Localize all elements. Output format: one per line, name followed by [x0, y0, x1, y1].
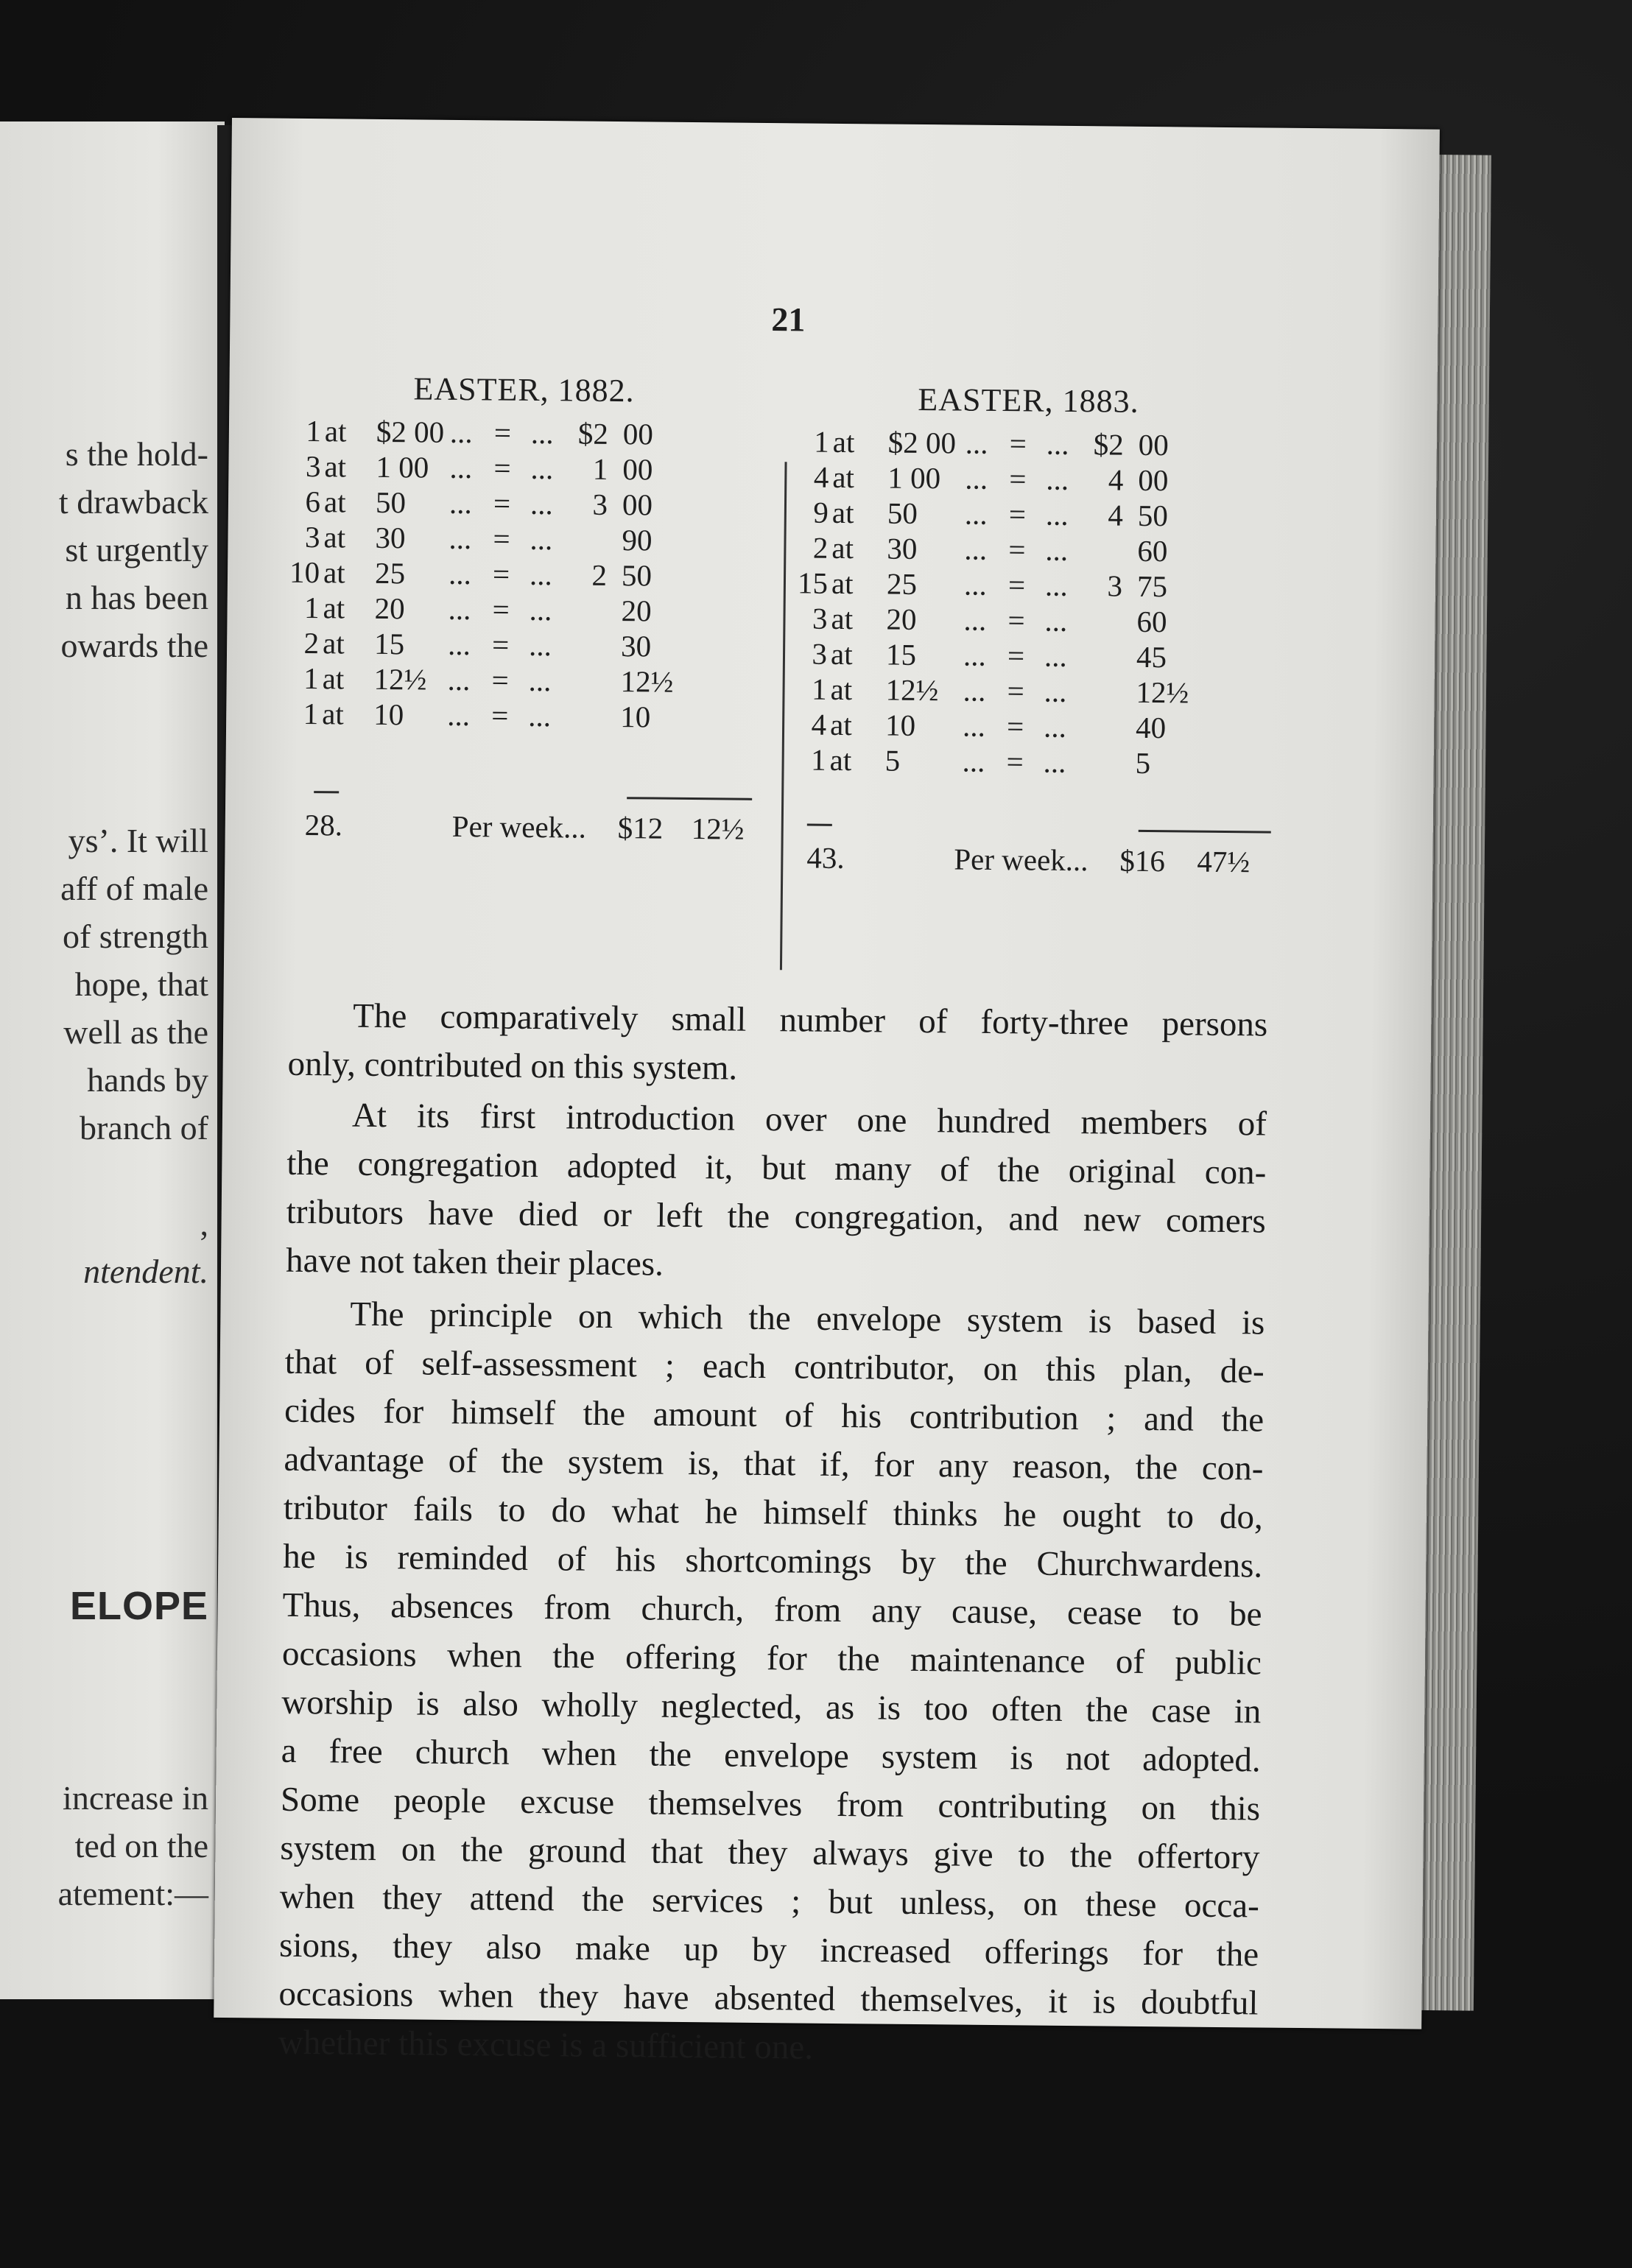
paragraph-line: when they attend the services ; but unless, on these occa-	[279, 1877, 1260, 1926]
equals-sign: =	[491, 698, 509, 733]
count-cell: 3	[304, 519, 320, 554]
left-page-line: atement:—	[57, 1875, 208, 1912]
dots-label: ...	[447, 662, 471, 697]
dots-label: ...	[964, 532, 988, 566]
dots-label: ...	[448, 591, 471, 627]
at-label: at	[831, 566, 854, 601]
at-label: at	[831, 601, 854, 636]
rate-cell: 15	[373, 626, 405, 661]
count-cell: 4	[811, 707, 827, 742]
dots-label: ...	[1043, 744, 1066, 779]
dots-label: ...	[448, 556, 472, 591]
paragraph-line: system on the ground that they always give to the offertory	[280, 1828, 1260, 1877]
cents-cell: 20	[621, 594, 652, 628]
dots-label: ...	[963, 567, 987, 602]
equals-sign: =	[1007, 674, 1024, 708]
equals-sign: =	[1007, 603, 1025, 638]
dots-label: ...	[965, 426, 988, 460]
equals-sign: =	[491, 663, 510, 697]
dollars-cell: 2	[591, 557, 608, 592]
at-label: at	[831, 495, 854, 530]
paragraph	[278, 1289, 1265, 2077]
at-label: at	[324, 414, 347, 448]
paragraph-line: only, contributed on this system.	[287, 1044, 738, 1088]
table-heading-1882: EASTER, 1882.	[413, 370, 635, 409]
dots-label: ...	[530, 415, 554, 451]
at-label: at	[832, 459, 855, 495]
dollars-cell: 1	[592, 451, 608, 486]
dots-label: ...	[528, 627, 552, 663]
rate-cell: $2 00	[887, 425, 957, 460]
left-page-line: st urgently	[65, 531, 208, 568]
paragraph-line: occasions when the offering for the maintenance of public	[281, 1634, 1262, 1683]
total-dollars: $16	[1119, 843, 1166, 878]
rate-cell: 25	[374, 555, 406, 591]
dots-label: ...	[1044, 674, 1067, 708]
count-cell: 1	[303, 590, 320, 625]
at-label: at	[831, 530, 854, 566]
rate-cell: 30	[887, 531, 918, 566]
equals-sign: =	[1007, 568, 1026, 602]
total-label: Per week...	[451, 809, 587, 845]
rate-cell: 30	[375, 520, 406, 555]
paragraph-line: The principle on which the envelope system is based is	[350, 1295, 1265, 1342]
dollars-cell	[561, 698, 605, 699]
at-label: at	[830, 636, 853, 672]
equals-sign: =	[491, 627, 510, 662]
dollars-cell: $2	[1093, 427, 1125, 462]
count-cell: 4	[813, 459, 829, 494]
left-page-line: branch of	[80, 1109, 208, 1147]
count-cell: 6	[305, 484, 321, 519]
count-cell: 9	[813, 495, 829, 529]
dollars-cell: 4	[1108, 462, 1124, 497]
paragraph-line: advantage of the system is, that if, for any reason, the con-	[284, 1440, 1264, 1488]
paragraph-line: have not taken their places.	[285, 1241, 664, 1283]
equals-sign: =	[493, 451, 511, 485]
count-cell: 3	[812, 636, 828, 671]
count-cell: 2	[812, 530, 829, 565]
dots-label: ...	[1045, 532, 1069, 567]
dots-label: ...	[1046, 462, 1069, 496]
dots-label: ...	[1044, 568, 1068, 602]
dots-label: ...	[529, 557, 553, 592]
paragraph-line: the congregation adopted it, but many of the original con-	[286, 1144, 1267, 1192]
paragraph-line: whether this excuse is a sufficient one.	[278, 2023, 814, 2067]
paragraph-line: tributors have died or left the congregation, and new comers	[286, 1192, 1266, 1241]
rate-cell: 20	[374, 591, 405, 626]
dollars-cell	[1077, 709, 1121, 710]
dots-label: ...	[528, 663, 552, 698]
rate-cell: 1 00	[887, 460, 941, 496]
cents-cell: 75	[1136, 568, 1168, 604]
cents-cell: 90	[622, 523, 653, 557]
dots-label: ...	[530, 521, 553, 557]
rate-cell: 5	[884, 743, 901, 778]
dots-label: ...	[1044, 603, 1068, 638]
rate-cell: 10	[884, 708, 916, 742]
paragraph	[286, 1091, 1267, 1295]
at-label: at	[324, 449, 347, 484]
paragraph-line: cides for himself the amount of his contribution ; and the	[284, 1391, 1265, 1440]
at-label: at	[322, 661, 345, 696]
rate-cell: 50	[375, 485, 407, 520]
count-cell: 3	[812, 601, 828, 635]
dollars-cell: 3	[1107, 568, 1123, 603]
left-page-line: ted on the	[74, 1827, 208, 1864]
left-page-line: ,	[200, 1205, 208, 1242]
dots-label: ...	[962, 744, 985, 778]
dollars-cell	[1077, 638, 1122, 639]
cents-cell: 12½	[1136, 675, 1189, 710]
paragraph	[287, 991, 1267, 1098]
equals-sign: =	[493, 486, 511, 521]
dots-label: ...	[449, 521, 472, 556]
cents-cell: 60	[1136, 604, 1167, 639]
table-heading-1883: EASTER, 1883.	[918, 381, 1139, 420]
at-label: at	[832, 424, 855, 459]
cents-cell: 40	[1135, 710, 1167, 745]
at-label: at	[830, 672, 853, 707]
left-page-line: n has been	[65, 579, 208, 616]
dots-label: ...	[528, 698, 552, 733]
rate-cell: 25	[886, 566, 918, 601]
dollars-cell: $2	[577, 416, 609, 451]
dots-label: ...	[449, 415, 473, 450]
count-cell: 2	[303, 625, 320, 661]
left-page-line: aff of male	[60, 870, 208, 907]
equals-sign: =	[492, 592, 510, 627]
cents-cell: 12½	[620, 664, 674, 699]
at-label: at	[322, 697, 345, 731]
rate-cell: 10	[373, 697, 404, 732]
equals-sign: =	[1007, 638, 1025, 673]
cents-cell: 00	[1138, 427, 1170, 462]
equals-sign: =	[1009, 462, 1027, 496]
dots-label: ...	[963, 602, 987, 637]
dollars-cell: 4	[1108, 498, 1124, 532]
dots-label: ...	[529, 592, 552, 627]
paragraph-line: Some people excuse themselves from contributing on this	[280, 1780, 1261, 1828]
dots-label: ...	[964, 496, 988, 531]
cents-cell: 00	[622, 487, 653, 522]
left-page-line: t drawback	[58, 483, 208, 521]
cents-cell: 00	[622, 417, 654, 451]
rate-cell: 12½	[885, 672, 939, 708]
dots-label: ...	[1043, 709, 1067, 744]
total-cents: 47½	[1197, 844, 1251, 879]
at-label: at	[323, 555, 345, 590]
dots-label: ...	[963, 673, 986, 708]
equals-sign: =	[493, 521, 510, 556]
total-persons: 43.	[806, 840, 845, 876]
rate-cell: 12½	[373, 661, 427, 697]
left-page-line: well as the	[63, 1013, 208, 1051]
paragraph-line: At its first introduction over one hundred members of	[351, 1096, 1267, 1144]
paragraph-line: Thus, absences from church, from any cause, cease to be	[282, 1585, 1262, 1634]
count-dash	[807, 824, 832, 826]
total-dollars: $12	[617, 811, 664, 845]
paragraph-line: tributor fails to do what he himself thinks he ought to do,	[283, 1488, 1264, 1537]
paragraph-line: he is reminded of his shortcomings by the Churchwardens.	[282, 1537, 1263, 1585]
count-cell: 1	[811, 672, 827, 706]
left-page-line: of strength	[62, 918, 208, 955]
equals-sign: =	[1006, 744, 1024, 779]
cents-cell: 10	[619, 700, 651, 734]
equals-sign: =	[1008, 497, 1027, 532]
equals-sign: =	[1009, 426, 1027, 461]
equals-sign: =	[1008, 532, 1026, 567]
dollars-cell: 3	[592, 487, 608, 521]
cents-cell: 00	[622, 452, 653, 487]
rate-cell: 15	[885, 637, 917, 672]
dots-label: ...	[449, 485, 472, 521]
paragraph-line: that of self-assessment ; each contributor, on this plan, de-	[284, 1342, 1265, 1391]
right-page	[214, 118, 1440, 2067]
cents-cell: 50	[1137, 498, 1169, 533]
count-cell: 10	[289, 554, 320, 590]
total-persons: 28.	[304, 807, 343, 842]
total-cents: 12½	[691, 811, 745, 846]
page-number: 21	[771, 300, 806, 339]
dots-label: ...	[963, 638, 987, 672]
equals-sign: =	[493, 415, 512, 450]
count-dash	[314, 791, 339, 793]
dots-label: ...	[447, 627, 471, 662]
count-cell: 1	[303, 661, 319, 696]
dots-label: ...	[530, 486, 553, 521]
dollars-cell	[562, 627, 606, 628]
paragraph-line: sions, they also make up by increased offerings for the	[278, 1926, 1259, 1974]
rate-cell: 50	[887, 496, 918, 530]
count-cell: 1	[303, 696, 319, 731]
total-label: Per week...	[954, 842, 1088, 878]
equals-sign: =	[1006, 709, 1024, 744]
at-label: at	[829, 742, 852, 778]
cents-cell: 60	[1137, 533, 1168, 568]
count-cell: 1	[810, 742, 826, 777]
at-label: at	[323, 485, 346, 519]
sum-rule	[1139, 830, 1271, 834]
cents-cell: 30	[620, 629, 652, 663]
dots-label: ...	[1044, 638, 1068, 673]
count-cell: 1	[814, 424, 830, 459]
dollars-cell	[1077, 674, 1122, 675]
paragraph-line: occasions when they have absented themselves, it is doubtful	[278, 1974, 1259, 2023]
rate-cell: $2 00	[376, 414, 445, 449]
left-page-line: increase in	[63, 1779, 208, 1817]
paragraph-line: a free church when the envelope system is not adopted.	[281, 1731, 1261, 1780]
left-page-line: hope, that	[74, 965, 208, 1003]
count-cell: 1	[306, 413, 322, 448]
dots-label: ...	[1045, 497, 1069, 532]
count-cell: 3	[305, 448, 321, 484]
paragraph-line: The comparatively small number of forty-three persons	[353, 996, 1268, 1044]
equals-sign: =	[492, 557, 510, 591]
dots-label: ...	[1046, 426, 1069, 461]
paragraph-line: worship is also wholly neglected, as is too often the case in	[281, 1683, 1262, 1731]
at-label: at	[829, 707, 852, 742]
rate-cell: 1 00	[376, 449, 429, 485]
dots-label: ...	[530, 451, 554, 486]
at-label: at	[322, 626, 345, 661]
left-page-line: s the hold-	[65, 435, 208, 473]
at-label: at	[323, 520, 346, 554]
left-page-line: ys’. It will	[68, 822, 208, 859]
sum-rule	[627, 797, 752, 800]
left-page-line: hands by	[87, 1061, 208, 1099]
dots-label: ...	[447, 697, 471, 733]
dots-label: ...	[962, 708, 986, 743]
cents-cell: 50	[621, 558, 653, 593]
rate-cell: 20	[886, 602, 917, 636]
cents-cell: 45	[1136, 639, 1167, 675]
count-cell: 15	[797, 566, 829, 600]
left-page-signature: ntendent.	[83, 1253, 208, 1290]
dots-label: ...	[965, 461, 988, 496]
dots-label: ...	[449, 450, 473, 485]
cents-cell: 00	[1138, 462, 1169, 498]
left-page-heading: ELOPE	[69, 1584, 208, 1628]
at-label: at	[323, 591, 345, 625]
left-page	[0, 122, 225, 1999]
cents-cell: 5	[1135, 745, 1151, 781]
left-page-line: owards the	[60, 627, 208, 664]
dollars-cell	[1077, 744, 1121, 745]
